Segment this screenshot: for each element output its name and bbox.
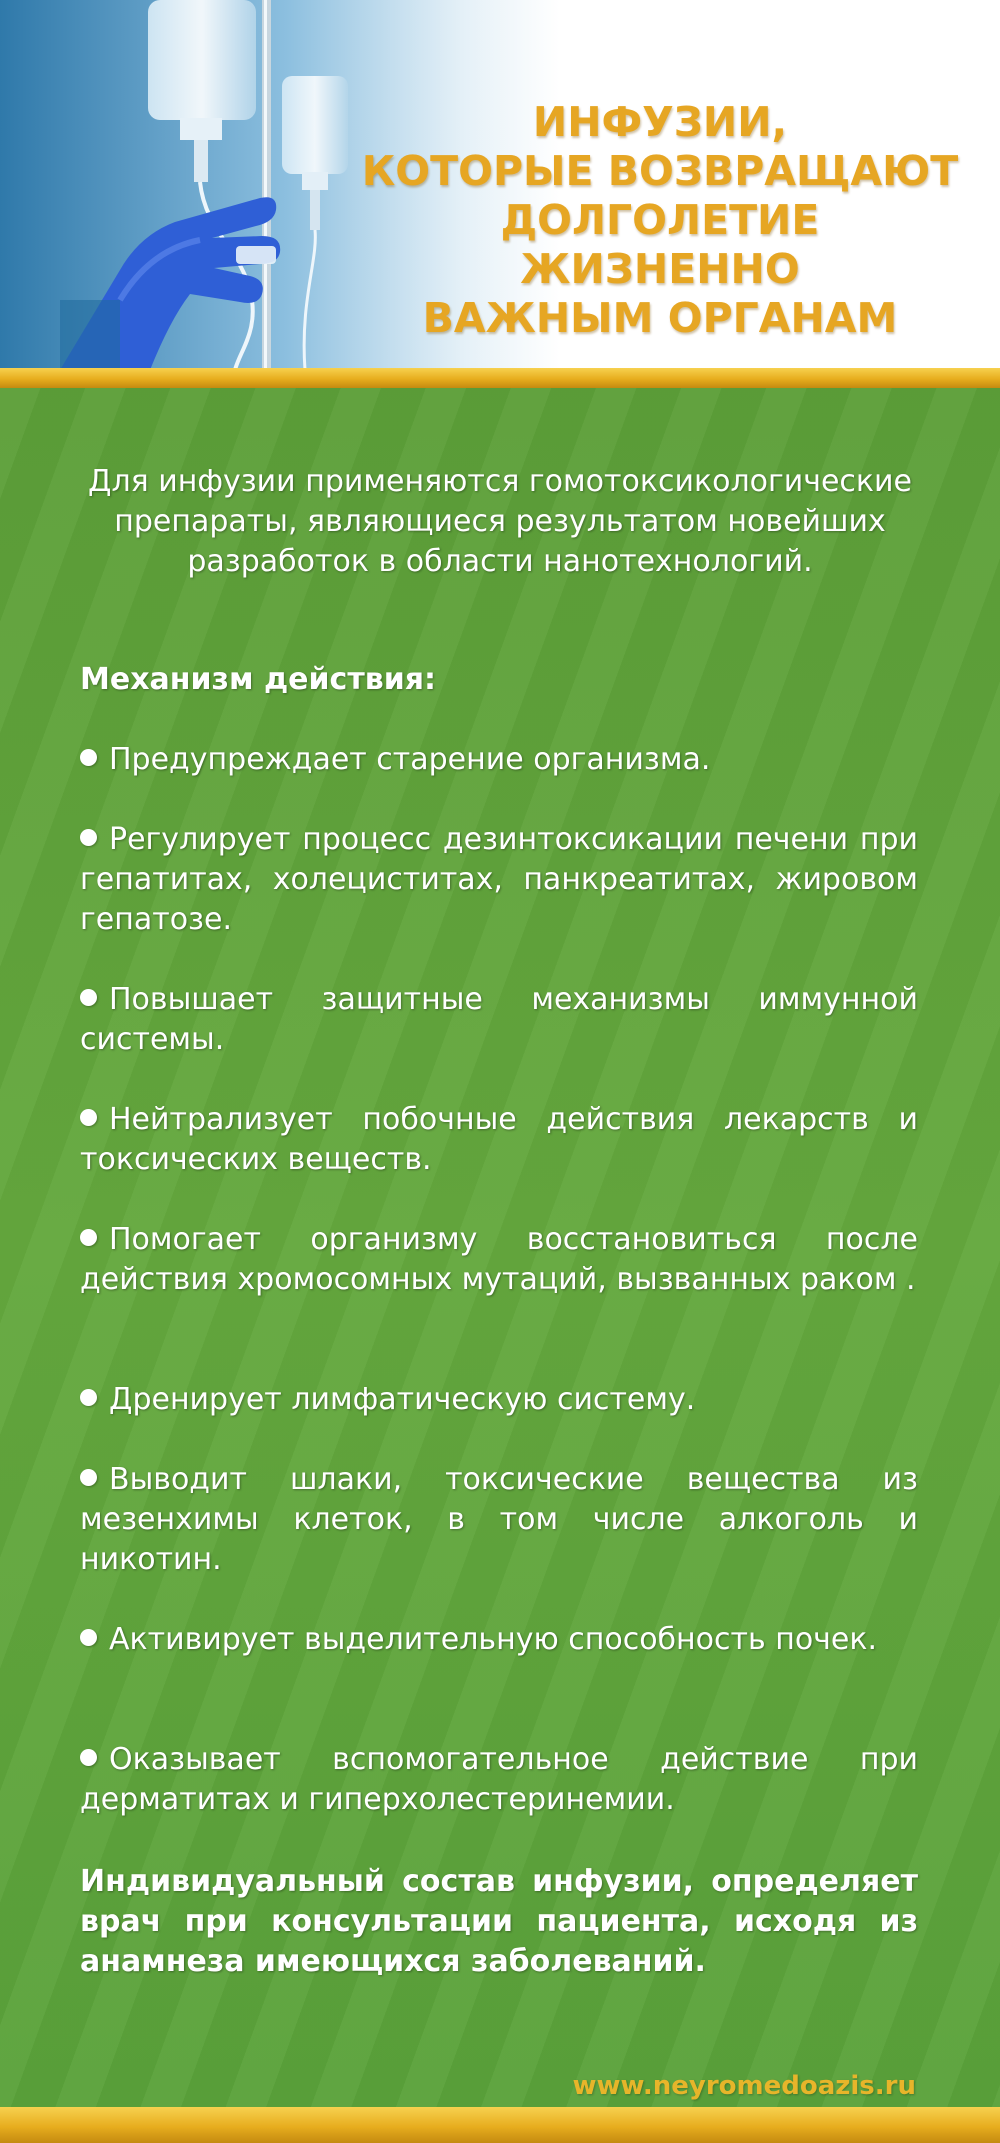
mechanism-heading: Механизм действия: (80, 662, 436, 697)
title-line: ИНФУЗИИ, (532, 98, 788, 146)
gold-divider-top (0, 368, 1000, 388)
title-line: КОТОРЫЕ ВОЗВРАЩАЮТ (361, 147, 959, 195)
website-link[interactable]: www.neyromedoazis.ru (572, 2071, 916, 2101)
title-line: ВАЖНЫМ ОРГАНАМ (422, 294, 898, 342)
list-item: Нейтрализует побочные действия лекарств и токсических веществ. (80, 1100, 918, 1180)
list-item: Активирует выделительную способность почек. (80, 1620, 918, 1660)
page-title (360, 98, 960, 343)
list-item: Предупреждает старение организма. (80, 740, 918, 780)
list-item: Оказывает вспомогательное действие при дерматитах и гиперхолестеринемии. (80, 1740, 918, 1820)
iv-bottle-icon (148, 0, 256, 120)
list-item: Выводит шлаки, токсические вещества из мезенхимы клеток, в том числе алкоголь и никотин. (80, 1460, 918, 1580)
main-content (0, 388, 1000, 2107)
intro-paragraph: Для инфузии применяются гомотоксикологические препараты, являющиеся результатом новейших разработок в области нанотехнологий. (88, 464, 912, 579)
list-item: Повышает защитные механизмы иммунной системы. (80, 980, 918, 1060)
list-item: Регулирует процесс дезинтоксикации печени при гепатитах, холециститах, панкреатитах, жировом гепатозе. (80, 820, 918, 940)
header-banner (0, 0, 1000, 370)
gold-divider-bottom (0, 2107, 1000, 2143)
closing-note: Индивидуальный состав инфузии, определяет врач при консультации пациента, исходя из анамнеза имеющихся заболеваний. (80, 1864, 918, 1979)
list-item: Помогает организму восстановиться после действия хромосомных мутаций, вызванных раком . (80, 1220, 918, 1300)
list-item: Дренирует лимфатическую систему. (80, 1380, 918, 1420)
title-line: ДОЛГОЛЕТИЕ ЖИЗНЕННО (500, 196, 820, 293)
